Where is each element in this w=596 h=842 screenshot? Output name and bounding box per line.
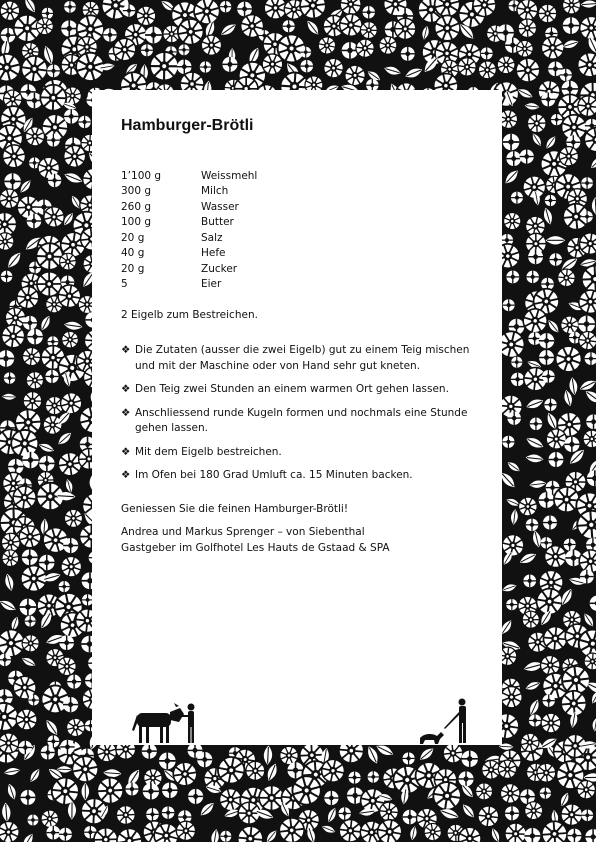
step-item: [121, 406, 481, 437]
ingredient-row: [121, 246, 257, 262]
ingredient-row: [121, 184, 257, 200]
diamond-bullet-icon: ❖: [121, 469, 131, 481]
ingredient-row: [121, 262, 257, 278]
signature-hotel: Gastgeber im Golfhotel Les Hauts de Gstaad & SPA: [121, 541, 390, 554]
ingredient-name: Zucker: [201, 262, 238, 275]
recipe-title: Hamburger-Brötli: [121, 117, 254, 134]
ingredient-amount: 100 g: [121, 216, 152, 228]
diamond-bullet-icon: ❖: [121, 344, 131, 356]
ingredient-name: Eier: [201, 278, 222, 290]
steps-list: [121, 343, 481, 484]
ingredient-amount: 300 g: [121, 185, 152, 197]
ingredient-amount: 40 g: [121, 247, 145, 259]
ingredient-name: Butter: [201, 216, 234, 228]
closing-line: Geniessen Sie die feinen Hamburger-Brötli!: [121, 502, 349, 515]
ingredient-name: Milch: [201, 185, 229, 197]
step-text: Die Zutaten (ausser die zwei Eigelb) gut zu einem Teig mischen und mit der Maschine oder von Hand sehr gut kneten.: [135, 344, 470, 372]
step-item: [121, 382, 481, 398]
ingredient-amount: 5: [121, 278, 128, 290]
diamond-bullet-icon: ❖: [121, 445, 131, 458]
signature-name: Andrea und Markus Sprenger – von Siebenthal: [121, 526, 365, 538]
ingredient-row: [121, 169, 257, 185]
step-item: [121, 343, 481, 374]
ingredient-name: Hefe: [201, 247, 226, 259]
ingredient-name: Salz: [201, 231, 223, 244]
ingredient-row: [121, 215, 257, 231]
recipe-card: [92, 90, 502, 745]
recipe-content: [121, 118, 481, 556]
ingredient-row: [121, 200, 257, 216]
ingredient-name: Weissmehl: [201, 169, 258, 182]
ingredient-amount: 1’100 g: [121, 169, 162, 182]
step-text: Anschliessend runde Kugeln formen und nochmals eine Stunde gehen lassen.: [135, 406, 468, 434]
step-item: [121, 445, 481, 461]
step-item: [121, 468, 481, 484]
step-text: Im Ofen bei 180 Grad Umluft ca. 15 Minuten backen.: [135, 469, 413, 481]
step-text: Den Teig zwei Stunden an einem warmen Ort gehen lassen.: [135, 383, 449, 395]
step-text: Mit dem Eigelb bestreichen.: [135, 445, 282, 458]
ingredient-amount: 20 g: [121, 262, 145, 275]
ingredient-amount: 260 g: [121, 200, 152, 213]
ingredient-row: [121, 231, 257, 247]
glaze-note: 2 Eigelb zum Bestreichen.: [121, 308, 258, 321]
ingredient-row: [121, 277, 257, 293]
ingredients-table: [121, 169, 257, 293]
ingredient-name: Wasser: [201, 200, 239, 213]
ingredient-amount: 20 g: [121, 231, 145, 244]
diamond-bullet-icon: ❖: [121, 383, 131, 395]
diamond-bullet-icon: ❖: [121, 406, 131, 419]
